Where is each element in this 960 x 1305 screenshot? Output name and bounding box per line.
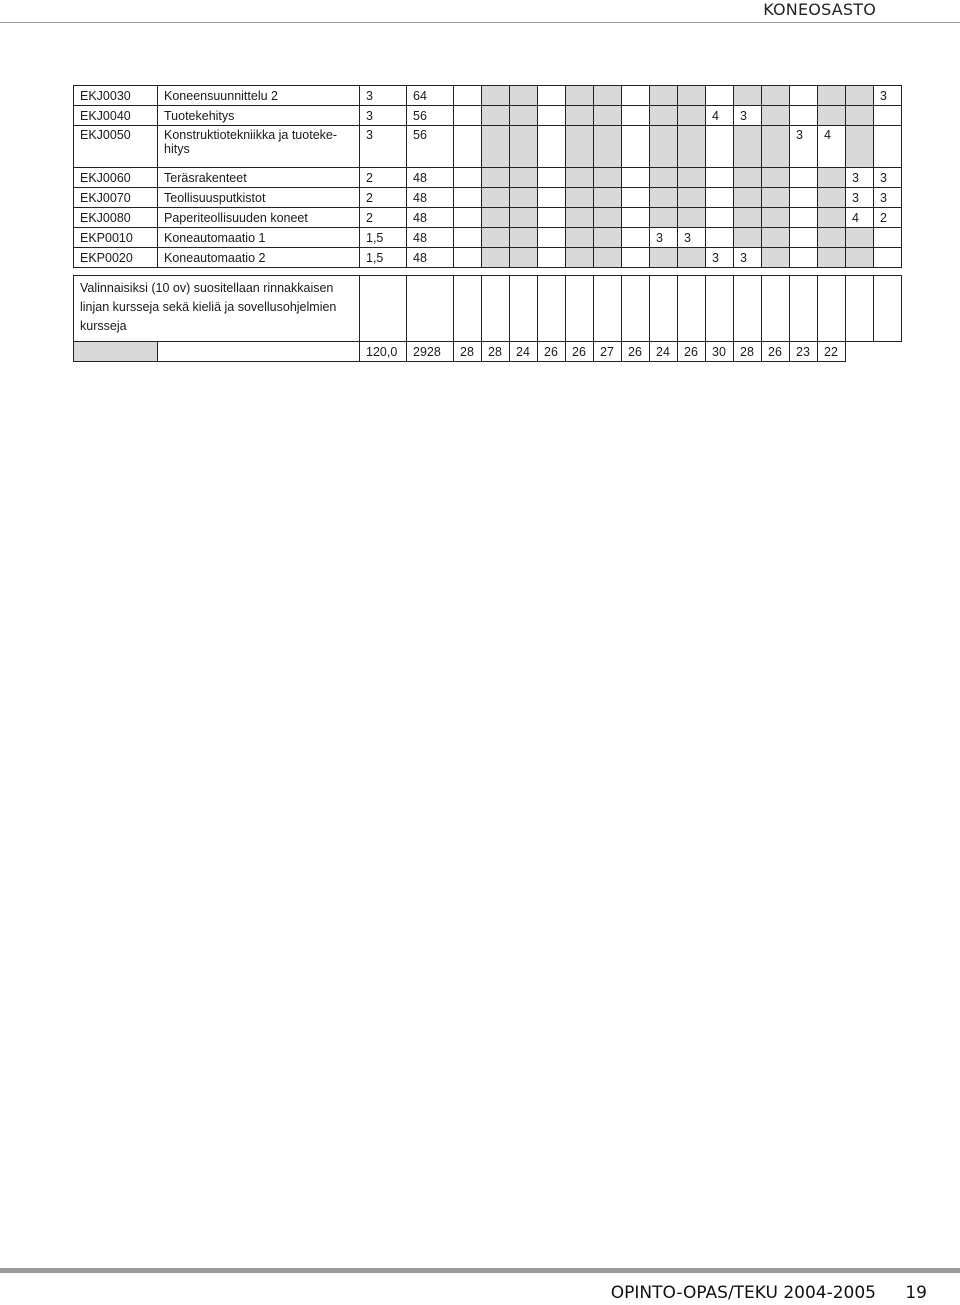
period-cell bbox=[454, 168, 482, 188]
period-cell: 4 bbox=[818, 126, 846, 168]
period-cell bbox=[762, 106, 790, 126]
period-cell: 4 bbox=[846, 208, 874, 228]
period-cell bbox=[622, 86, 650, 106]
course-hours: 64 bbox=[407, 86, 454, 106]
period-cell bbox=[454, 248, 482, 268]
period-cell bbox=[874, 228, 902, 248]
course-code: EKJ0060 bbox=[74, 168, 158, 188]
course-credits: 1,5 bbox=[360, 248, 407, 268]
period-cell: 4 bbox=[706, 106, 734, 126]
period-cell bbox=[678, 168, 706, 188]
note-blank-cell bbox=[407, 276, 454, 342]
note-blank-cell bbox=[678, 276, 706, 342]
note-blank-cell bbox=[790, 276, 818, 342]
period-cell bbox=[790, 188, 818, 208]
course-hours: 48 bbox=[407, 168, 454, 188]
period-cell bbox=[566, 228, 594, 248]
section-title: KONEOSASTO bbox=[763, 0, 876, 19]
period-cell bbox=[566, 106, 594, 126]
note-blank-cell bbox=[360, 276, 407, 342]
period-cell: 3 bbox=[874, 188, 902, 208]
note-blank-cell bbox=[482, 276, 510, 342]
period-cell bbox=[510, 86, 538, 106]
period-cell bbox=[846, 248, 874, 268]
period-cell bbox=[678, 188, 706, 208]
period-cell bbox=[594, 106, 622, 126]
period-cell bbox=[734, 188, 762, 208]
period-cell bbox=[678, 248, 706, 268]
period-cell bbox=[538, 208, 566, 228]
period-cell bbox=[650, 208, 678, 228]
period-cell bbox=[566, 126, 594, 168]
course-code: EKP0010 bbox=[74, 228, 158, 248]
period-cell bbox=[790, 208, 818, 228]
course-name: Konstruktiotekniikka ja tuoteke-hitys bbox=[158, 126, 360, 168]
table-row bbox=[74, 208, 902, 228]
period-total: 24 bbox=[650, 342, 678, 362]
course-name: Teollisuusputkistot bbox=[158, 188, 360, 208]
period-cell bbox=[594, 188, 622, 208]
period-cell bbox=[678, 208, 706, 228]
period-cell bbox=[566, 86, 594, 106]
course-hours: 56 bbox=[407, 126, 454, 168]
course-code: EKJ0080 bbox=[74, 208, 158, 228]
period-cell bbox=[650, 188, 678, 208]
period-cell bbox=[538, 248, 566, 268]
course-code: EKJ0030 bbox=[74, 86, 158, 106]
period-cell bbox=[510, 168, 538, 188]
period-cell bbox=[622, 168, 650, 188]
period-cell bbox=[678, 106, 706, 126]
period-total: 26 bbox=[678, 342, 706, 362]
note-blank-cell bbox=[762, 276, 790, 342]
period-cell: 3 bbox=[734, 248, 762, 268]
course-code: EKP0020 bbox=[74, 248, 158, 268]
period-cell bbox=[622, 188, 650, 208]
period-cell: 3 bbox=[678, 228, 706, 248]
note-blank-cell bbox=[818, 276, 846, 342]
period-cell bbox=[482, 126, 510, 168]
table-row bbox=[74, 188, 902, 208]
period-total: 27 bbox=[594, 342, 622, 362]
note-blank-cell bbox=[510, 276, 538, 342]
period-cell bbox=[510, 106, 538, 126]
period-cell bbox=[566, 248, 594, 268]
period-cell bbox=[482, 168, 510, 188]
period-cell bbox=[594, 248, 622, 268]
page-number: 19 bbox=[905, 1283, 927, 1303]
table-row bbox=[74, 248, 902, 268]
period-cell bbox=[482, 86, 510, 106]
period-cell bbox=[622, 106, 650, 126]
course-code: EKJ0070 bbox=[74, 188, 158, 208]
period-cell bbox=[482, 228, 510, 248]
note-blank-cell bbox=[566, 276, 594, 342]
period-cell bbox=[762, 228, 790, 248]
period-cell: 3 bbox=[846, 188, 874, 208]
period-total: 28 bbox=[734, 342, 762, 362]
period-cell: 3 bbox=[874, 86, 902, 106]
table-row bbox=[74, 228, 902, 248]
period-cell bbox=[622, 228, 650, 248]
period-cell bbox=[734, 126, 762, 168]
period-cell bbox=[650, 168, 678, 188]
period-cell bbox=[790, 228, 818, 248]
period-cell bbox=[678, 126, 706, 168]
period-cell bbox=[538, 168, 566, 188]
course-hours: 48 bbox=[407, 228, 454, 248]
period-total: 22 bbox=[818, 342, 846, 362]
course-rows bbox=[74, 86, 902, 362]
period-total: 26 bbox=[622, 342, 650, 362]
period-cell: 3 bbox=[874, 168, 902, 188]
course-name: Koneautomaatio 1 bbox=[158, 228, 360, 248]
table-row bbox=[74, 106, 902, 126]
course-name: Teräsrakenteet bbox=[158, 168, 360, 188]
period-cell bbox=[482, 106, 510, 126]
period-cell bbox=[454, 208, 482, 228]
period-cell bbox=[538, 126, 566, 168]
period-cell bbox=[650, 248, 678, 268]
period-cell bbox=[510, 208, 538, 228]
period-cell bbox=[762, 188, 790, 208]
course-credits: 3 bbox=[360, 86, 407, 106]
period-cell bbox=[874, 106, 902, 126]
period-cell bbox=[594, 126, 622, 168]
period-total: 30 bbox=[706, 342, 734, 362]
table-row bbox=[74, 86, 902, 106]
period-cell bbox=[454, 86, 482, 106]
period-cell bbox=[734, 86, 762, 106]
period-cell bbox=[566, 188, 594, 208]
period-cell: 3 bbox=[706, 248, 734, 268]
period-cell bbox=[622, 248, 650, 268]
period-cell bbox=[594, 168, 622, 188]
course-credits: 3 bbox=[360, 106, 407, 126]
period-cell bbox=[706, 208, 734, 228]
period-cell bbox=[734, 168, 762, 188]
period-cell bbox=[510, 188, 538, 208]
period-cell bbox=[510, 228, 538, 248]
note-blank-cell bbox=[622, 276, 650, 342]
note-row bbox=[74, 276, 902, 342]
spacer-cell bbox=[74, 268, 902, 276]
period-cell bbox=[510, 248, 538, 268]
period-cell bbox=[706, 168, 734, 188]
period-cell bbox=[538, 188, 566, 208]
period-total: 26 bbox=[538, 342, 566, 362]
period-cell bbox=[762, 126, 790, 168]
course-name: Koneensuunnittelu 2 bbox=[158, 86, 360, 106]
period-cell bbox=[482, 208, 510, 228]
period-cell bbox=[734, 208, 762, 228]
period-cell bbox=[874, 248, 902, 268]
course-hours: 48 bbox=[407, 248, 454, 268]
period-cell bbox=[790, 168, 818, 188]
period-cell bbox=[790, 248, 818, 268]
period-cell bbox=[706, 86, 734, 106]
period-total: 24 bbox=[510, 342, 538, 362]
period-cell bbox=[454, 106, 482, 126]
period-total: 23 bbox=[790, 342, 818, 362]
period-cell: 2 bbox=[874, 208, 902, 228]
period-cell bbox=[818, 248, 846, 268]
curriculum-table bbox=[73, 85, 902, 362]
note-blank-cell bbox=[454, 276, 482, 342]
period-cell bbox=[762, 248, 790, 268]
course-hours: 56 bbox=[407, 106, 454, 126]
period-cell bbox=[846, 126, 874, 168]
course-hours: 48 bbox=[407, 208, 454, 228]
period-cell bbox=[650, 126, 678, 168]
period-cell bbox=[566, 208, 594, 228]
note-blank-cell bbox=[706, 276, 734, 342]
period-cell: 3 bbox=[790, 126, 818, 168]
totals-blank bbox=[74, 342, 158, 362]
note-blank-cell bbox=[734, 276, 762, 342]
period-cell bbox=[706, 228, 734, 248]
period-cell bbox=[566, 168, 594, 188]
period-cell bbox=[762, 208, 790, 228]
period-cell bbox=[818, 208, 846, 228]
period-cell bbox=[454, 188, 482, 208]
period-cell bbox=[790, 106, 818, 126]
period-cell: 3 bbox=[650, 228, 678, 248]
table-row bbox=[74, 126, 902, 168]
period-cell bbox=[818, 106, 846, 126]
period-cell bbox=[818, 168, 846, 188]
period-cell bbox=[650, 86, 678, 106]
period-cell bbox=[818, 188, 846, 208]
period-cell bbox=[454, 228, 482, 248]
period-cell bbox=[734, 228, 762, 248]
period-cell: 3 bbox=[734, 106, 762, 126]
period-cell bbox=[846, 106, 874, 126]
course-credits: 2 bbox=[360, 188, 407, 208]
period-cell bbox=[482, 248, 510, 268]
period-cell bbox=[538, 86, 566, 106]
course-credits: 3 bbox=[360, 126, 407, 168]
period-cell bbox=[650, 106, 678, 126]
course-hours: 48 bbox=[407, 188, 454, 208]
period-total: 28 bbox=[482, 342, 510, 362]
period-cell bbox=[510, 126, 538, 168]
footer-title: OPINTO-OPAS/TEKU 2004-2005 bbox=[610, 1283, 876, 1303]
note-blank-cell bbox=[538, 276, 566, 342]
period-cell bbox=[594, 208, 622, 228]
note-blank-cell bbox=[846, 276, 874, 342]
period-cell bbox=[538, 106, 566, 126]
course-name: Paperiteollisuuden koneet bbox=[158, 208, 360, 228]
period-cell bbox=[622, 208, 650, 228]
table-row bbox=[74, 168, 902, 188]
period-cell bbox=[594, 86, 622, 106]
period-total: 26 bbox=[566, 342, 594, 362]
electives-note: Valinnaisiksi (10 ov) suositellaan rinnakkaisen linjan kursseja sekä kieliä ja sovellusohjelmien kursseja bbox=[74, 276, 360, 342]
course-code: EKJ0040 bbox=[74, 106, 158, 126]
course-name: Koneautomaatio 2 bbox=[158, 248, 360, 268]
totals-label-blank bbox=[158, 342, 360, 362]
period-cell: 3 bbox=[846, 168, 874, 188]
period-cell bbox=[762, 86, 790, 106]
course-credits: 2 bbox=[360, 208, 407, 228]
course-code: EKJ0050 bbox=[74, 126, 158, 168]
note-blank-cell bbox=[874, 276, 902, 342]
period-total: 26 bbox=[762, 342, 790, 362]
course-credits: 1,5 bbox=[360, 228, 407, 248]
total-credits: 120,0 bbox=[360, 342, 407, 362]
period-cell bbox=[818, 228, 846, 248]
period-cell bbox=[454, 126, 482, 168]
footer-bar bbox=[0, 1268, 960, 1273]
period-cell bbox=[538, 228, 566, 248]
period-cell bbox=[678, 86, 706, 106]
note-blank-cell bbox=[594, 276, 622, 342]
period-cell bbox=[706, 126, 734, 168]
note-blank-cell bbox=[650, 276, 678, 342]
spacer-row bbox=[74, 268, 902, 276]
period-cell bbox=[594, 228, 622, 248]
period-cell bbox=[790, 86, 818, 106]
period-cell bbox=[706, 188, 734, 208]
totals-row bbox=[74, 342, 902, 362]
period-total: 28 bbox=[454, 342, 482, 362]
course-credits: 2 bbox=[360, 168, 407, 188]
period-cell bbox=[818, 86, 846, 106]
course-name: Tuotekehitys bbox=[158, 106, 360, 126]
header-rule bbox=[0, 22, 960, 23]
total-hours: 2928 bbox=[407, 342, 454, 362]
period-cell bbox=[762, 168, 790, 188]
period-cell bbox=[622, 126, 650, 168]
period-cell bbox=[482, 188, 510, 208]
period-cell bbox=[874, 126, 902, 168]
period-cell bbox=[846, 86, 874, 106]
period-cell bbox=[846, 228, 874, 248]
